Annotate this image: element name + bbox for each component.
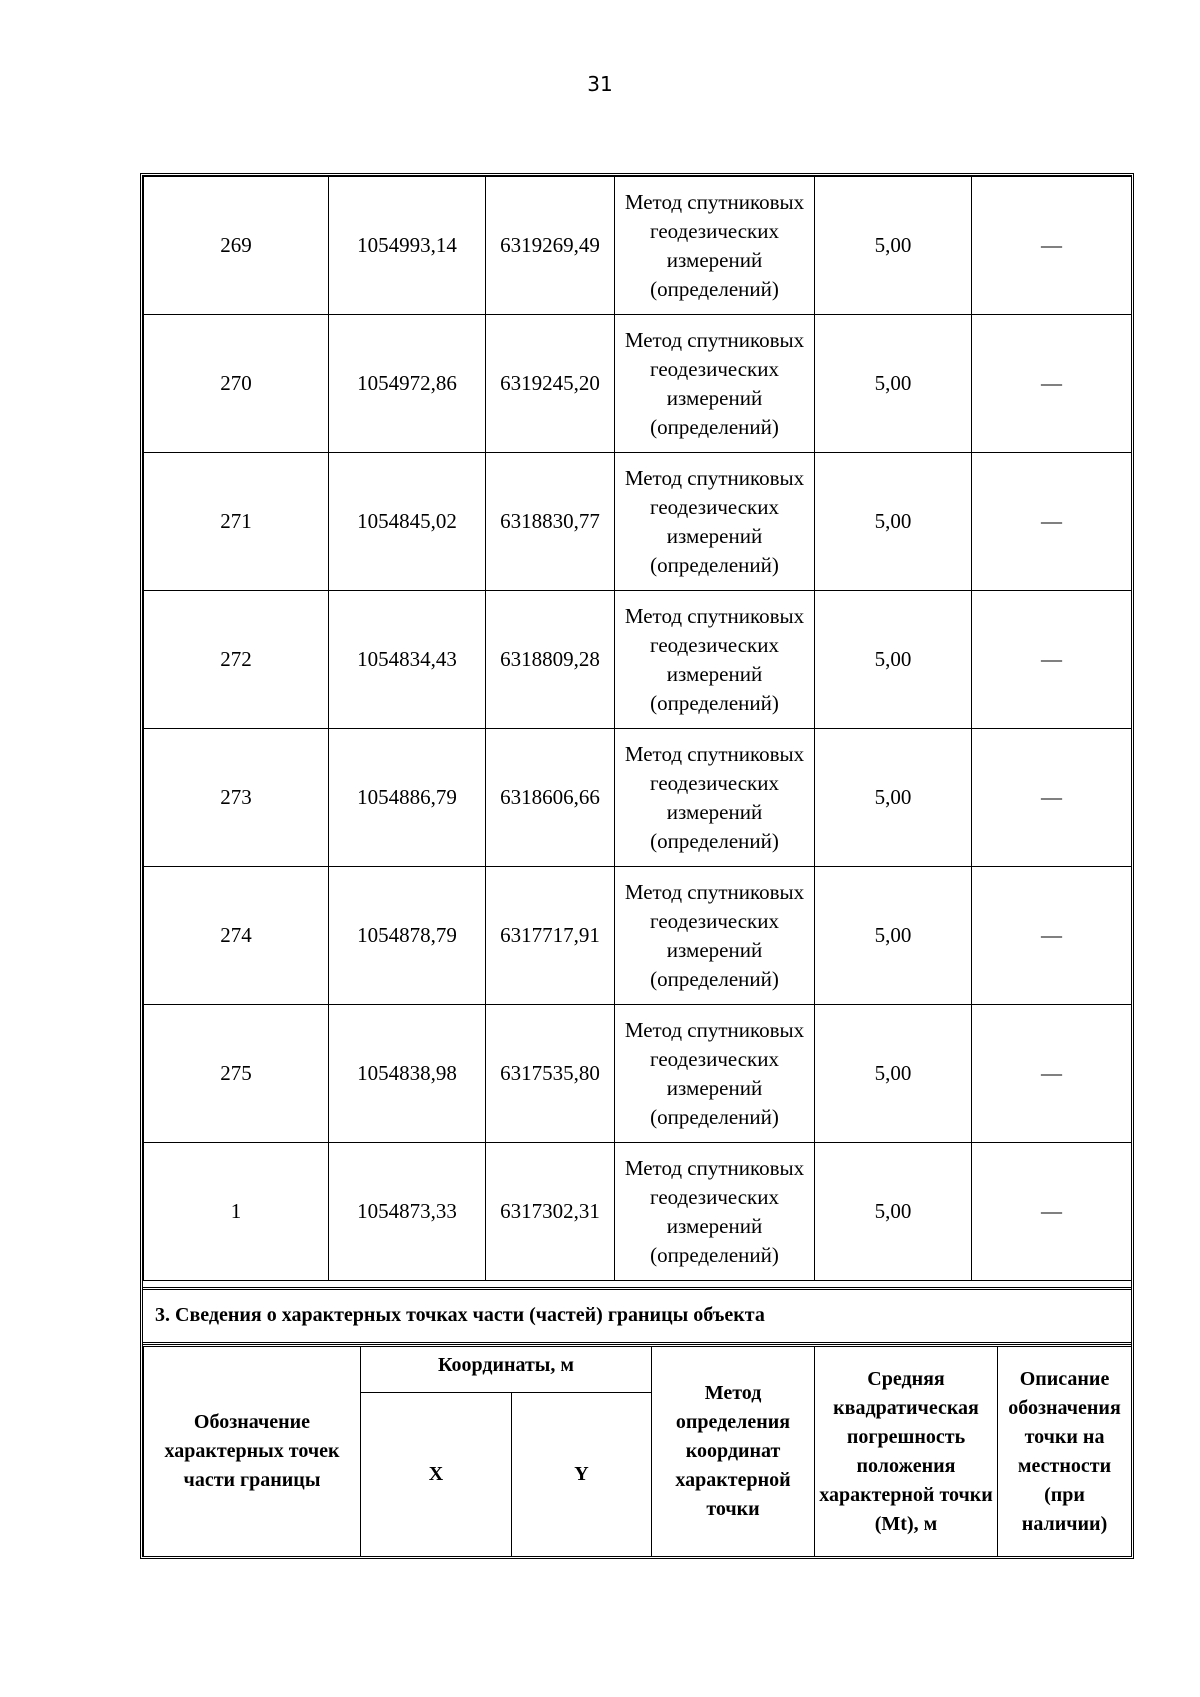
header-designation: Обозначение характерных точек части границы xyxy=(144,1347,361,1557)
table-row xyxy=(144,315,1132,453)
x-coordinate-cell: 1054845,02 xyxy=(329,453,486,591)
point-number-cell: 271 xyxy=(144,453,329,591)
points-table xyxy=(143,176,1132,1281)
error-cell: 5,00 xyxy=(815,453,972,591)
description-cell: — xyxy=(972,729,1132,867)
y-coordinate-cell: 6319269,49 xyxy=(486,177,615,315)
x-coordinate-cell: 1054993,14 xyxy=(329,177,486,315)
error-cell: 5,00 xyxy=(815,729,972,867)
y-coordinate-cell: 6318830,77 xyxy=(486,453,615,591)
error-cell: 5,00 xyxy=(815,1005,972,1143)
header-coordinates: Координаты, м xyxy=(361,1347,652,1393)
x-coordinate-cell: 1054878,79 xyxy=(329,867,486,1005)
y-coordinate-cell: 6317302,31 xyxy=(486,1143,615,1281)
x-coordinate-cell: 1054873,33 xyxy=(329,1143,486,1281)
description-cell: — xyxy=(972,315,1132,453)
x-coordinate-cell: 1054886,79 xyxy=(329,729,486,867)
table-row xyxy=(144,1005,1132,1143)
table-row xyxy=(144,1143,1132,1281)
method-cell: Метод спутниковых геодезических измерений (определений) xyxy=(615,591,815,729)
header-error: Средняя квадратическая погрешность положения характерной точки (Mt), м xyxy=(815,1347,998,1557)
method-cell: Метод спутниковых геодезических измерений (определений) xyxy=(615,177,815,315)
method-cell: Метод спутниковых геодезических измерений (определений) xyxy=(615,1143,815,1281)
point-number-cell: 1 xyxy=(144,1143,329,1281)
description-cell: — xyxy=(972,177,1132,315)
description-cell: — xyxy=(972,867,1132,1005)
method-cell: Метод спутниковых геодезических измерений (определений) xyxy=(615,729,815,867)
y-coordinate-cell: 6317535,80 xyxy=(486,1005,615,1143)
section-3-header-table xyxy=(143,1346,1132,1557)
point-number-cell: 273 xyxy=(144,729,329,867)
description-cell: — xyxy=(972,1143,1132,1281)
table-row xyxy=(144,867,1132,1005)
x-coordinate-cell: 1054838,98 xyxy=(329,1005,486,1143)
description-cell: — xyxy=(972,453,1132,591)
error-cell: 5,00 xyxy=(815,177,972,315)
table-row xyxy=(144,177,1132,315)
error-cell: 5,00 xyxy=(815,591,972,729)
table-row xyxy=(144,729,1132,867)
error-cell: 5,00 xyxy=(815,867,972,1005)
table-row xyxy=(144,453,1132,591)
header-method: Метод определения координат характерной точки xyxy=(652,1347,815,1557)
header-x: X xyxy=(361,1393,512,1557)
method-cell: Метод спутниковых геодезических измерений (определений) xyxy=(615,867,815,1005)
point-number-cell: 272 xyxy=(144,591,329,729)
error-cell: 5,00 xyxy=(815,1143,972,1281)
description-cell: — xyxy=(972,591,1132,729)
x-coordinate-cell: 1054834,43 xyxy=(329,591,486,729)
description-cell: — xyxy=(972,1005,1132,1143)
header-y: Y xyxy=(512,1393,652,1557)
method-cell: Метод спутниковых геодезических измерений (определений) xyxy=(615,1005,815,1143)
y-coordinate-cell: 6319245,20 xyxy=(486,315,615,453)
point-number-cell: 269 xyxy=(144,177,329,315)
header-description: Описание обозначения точки на местности (при наличии) xyxy=(998,1347,1132,1557)
table-row xyxy=(144,591,1132,729)
y-coordinate-cell: 6318809,28 xyxy=(486,591,615,729)
page-number: 31 xyxy=(587,72,613,96)
section-3-title: 3. Сведения о характерных точках части (частей) границы объекта xyxy=(143,1287,1131,1345)
y-coordinate-cell: 6318606,66 xyxy=(486,729,615,867)
point-number-cell: 275 xyxy=(144,1005,329,1143)
error-cell: 5,00 xyxy=(815,315,972,453)
x-coordinate-cell: 1054972,86 xyxy=(329,315,486,453)
method-cell: Метод спутниковых геодезических измерений (определений) xyxy=(615,315,815,453)
y-coordinate-cell: 6317717,91 xyxy=(486,867,615,1005)
point-number-cell: 274 xyxy=(144,867,329,1005)
point-number-cell: 270 xyxy=(144,315,329,453)
method-cell: Метод спутниковых геодезических измерений (определений) xyxy=(615,453,815,591)
